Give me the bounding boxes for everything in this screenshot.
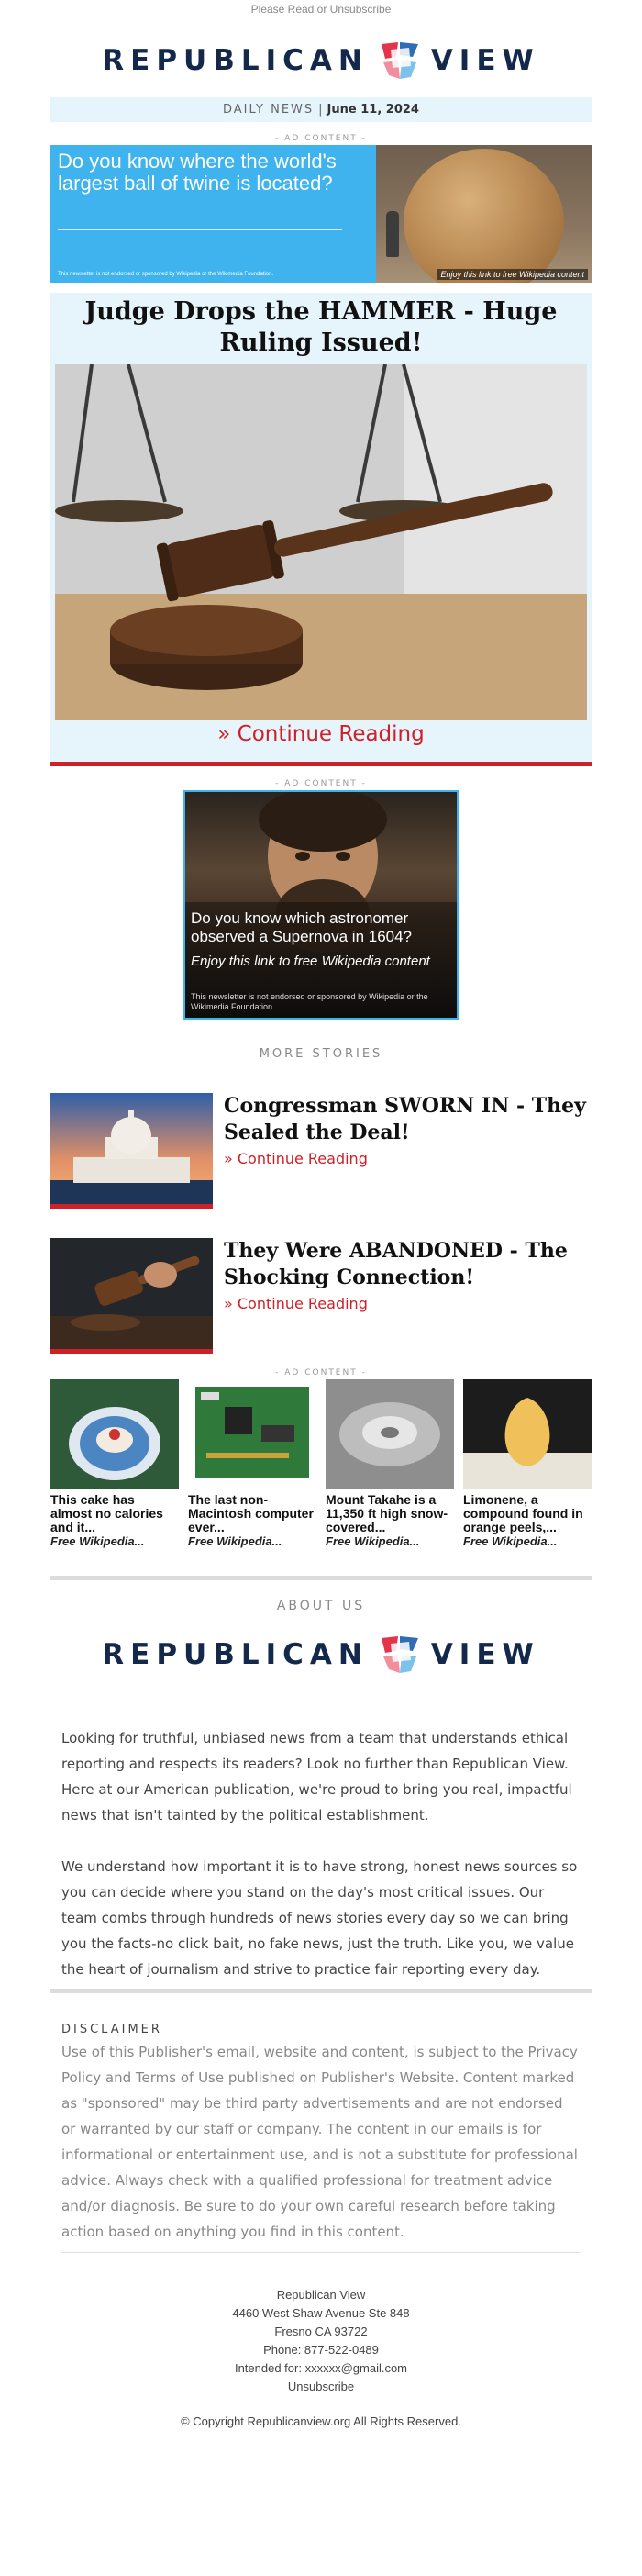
ad-card-title: The last non-Macintosh computer ever...	[188, 1493, 314, 1534]
about-paragraph: Looking for truthful, unbiased news from a team that understands ethical reporting and respects its readers? Look no further than Republican View. Here at our American publication, we're proud to bring you real, impactful news that isn't tainted by the political establishment.	[61, 1730, 572, 1823]
logo-mark-icon	[378, 39, 422, 83]
ad-enjoy-caption: Enjoy this link to free Wikipedia content	[437, 269, 589, 280]
mountain-aerial-image	[326, 1379, 454, 1489]
story-item[interactable]	[50, 1093, 592, 1209]
brand-logo[interactable]	[0, 24, 642, 97]
person-silhouette	[386, 211, 399, 257]
about-text	[61, 1725, 581, 1982]
ad-card-source: Free Wikipedia...	[188, 1534, 282, 1548]
footer-address-line: 4460 West Shaw Avenue Ste 848	[232, 2306, 410, 2320]
footer-phone: Phone: 877-522-0489	[263, 2343, 379, 2357]
unsubscribe-link[interactable]: Please Read or Unsubscribe	[250, 3, 392, 16]
gavel-hand-illustration	[50, 1238, 213, 1349]
ad-card-grid	[50, 1379, 592, 1548]
story-headline[interactable]: Congressman SWORN IN - They Sealed the Deal!	[224, 1094, 586, 1144]
dateline-label: DAILY NEWS	[223, 103, 315, 117]
ad-disclaimer: This newsletter is not endorsed or sponsored by Wikipedia or the Wikimedia Foundation.	[58, 272, 274, 277]
ad-astronomer[interactable]	[183, 790, 459, 1020]
footer-address-line: Fresno CA 93722	[274, 2325, 368, 2338]
ad-label: - AD CONTENT -	[275, 779, 367, 788]
gavel-thumbnail	[50, 1238, 213, 1354]
ad-banner-twine[interactable]	[50, 145, 592, 283]
capitol-illustration	[50, 1093, 213, 1204]
footer-contact	[0, 2286, 642, 2396]
top-bar	[0, 0, 642, 24]
circuit-board-image	[188, 1379, 316, 1489]
ad-question: Do you know where the world's largest ball of twine is located?	[58, 150, 337, 195]
gavel-scales-image[interactable]	[55, 364, 587, 720]
ad-enjoy-caption: Enjoy this link to free Wikipedia content	[191, 953, 430, 969]
logo-mark-icon	[378, 1633, 422, 1677]
dateline-separator: |	[318, 103, 323, 117]
story-continue-link[interactable]: » Continue Reading	[224, 1295, 368, 1312]
astronomer-portrait	[185, 792, 457, 1018]
story-headline[interactable]: They Were ABANDONED - The Shocking Connection!	[224, 1239, 568, 1289]
story-continue-link[interactable]: » Continue Reading	[224, 1150, 368, 1167]
logo-word-left: REPUBLICAN	[102, 1638, 369, 1671]
ad-card-source: Free Wikipedia...	[326, 1534, 420, 1548]
story-text	[213, 1238, 592, 1354]
ad-card[interactable]	[50, 1379, 179, 1548]
logo-word-right: VIEW	[430, 1638, 540, 1671]
ad-card-title: Mount Takahe is a 11,350 ft high snow-covered...	[326, 1493, 448, 1534]
ad-card[interactable]	[326, 1379, 454, 1548]
ad-card-title: Limonene, a compound found in orange peels,...	[463, 1493, 583, 1534]
story-text	[213, 1093, 592, 1209]
disclaimer-text: Use of this Publisher's email, website and content, is subject to the Privacy Policy and Terms of Use published on Publisher's Website. Content marked as "sponsored" may be third party advertisements and are not endorsed or warranted by our staff or company. The content in our emails is for informational or entertainment use, and is not a substitute for professional advice. Always check with a qualified professional for treatment advice and/or diagnosis. Be sure to do your own careful research before taking action based on anything you find in this content.	[61, 2044, 578, 2240]
ad-disclaimer: This newsletter is not endorsed or sponsored by Wikipedia or the Wikimedia Foundation.	[191, 992, 428, 1011]
disclaimer-block	[61, 2023, 581, 2245]
capitol-thumbnail	[50, 1093, 213, 1209]
disclaimer-heading: DISCLAIMER	[61, 2023, 162, 2036]
footer-unsubscribe-link[interactable]: Unsubscribe	[287, 2380, 355, 2393]
ad-card[interactable]	[188, 1379, 316, 1548]
twine-ball-photo	[376, 145, 592, 283]
ad-card-title: This cake has almost no calories and it...	[50, 1493, 163, 1534]
footer-intended: Intended for: xxxxxx@gmail.com	[234, 2361, 408, 2375]
ad-card-source: Free Wikipedia...	[50, 1534, 145, 1548]
dateline-bar	[50, 97, 592, 122]
logo-word-right: VIEW	[430, 44, 540, 77]
feature-story	[50, 293, 592, 766]
about-heading: ABOUT US	[276, 1599, 366, 1613]
footer-company: Republican View	[276, 2288, 366, 2302]
ad-label: - AD CONTENT -	[275, 134, 367, 143]
gavel-illustration	[55, 364, 587, 720]
twine-ball-shape	[404, 149, 564, 283]
ad-card-source: Free Wikipedia...	[463, 1534, 558, 1548]
cake-image	[50, 1379, 179, 1489]
ad-question: Do you know which astronomer observed a Supernova in 1604?	[191, 909, 413, 945]
ad-divider	[58, 229, 342, 230]
story-item[interactable]	[50, 1238, 592, 1354]
limonene-image	[463, 1379, 592, 1489]
brand-logo-footer[interactable]	[0, 1613, 642, 1696]
more-stories-heading: MORE STORIES	[259, 1047, 383, 1061]
ad-label: - AD CONTENT -	[275, 1368, 367, 1377]
feature-headline[interactable]: Judge Drops the HAMMER - Huge Ruling Issued!	[84, 297, 558, 357]
logo-word-left: REPUBLICAN	[102, 44, 369, 77]
feature-continue-link[interactable]: » Continue Reading	[217, 722, 425, 746]
ad-card[interactable]	[463, 1379, 592, 1548]
about-paragraph: We understand how important it is to have strong, honest news sources so you can decide where you stand on the day's most critical issues. Our team combs through hundreds of news stories every day so we can bring you the facts-no click bait, no fake news, just the truth. Like you, we value the heart of journalism and strive to practice fair reporting every day.	[61, 1858, 578, 1978]
dateline-date: June 11, 2024	[327, 103, 419, 117]
copyright: © Copyright Republicanview.org All Rights Reserved.	[181, 2414, 461, 2428]
